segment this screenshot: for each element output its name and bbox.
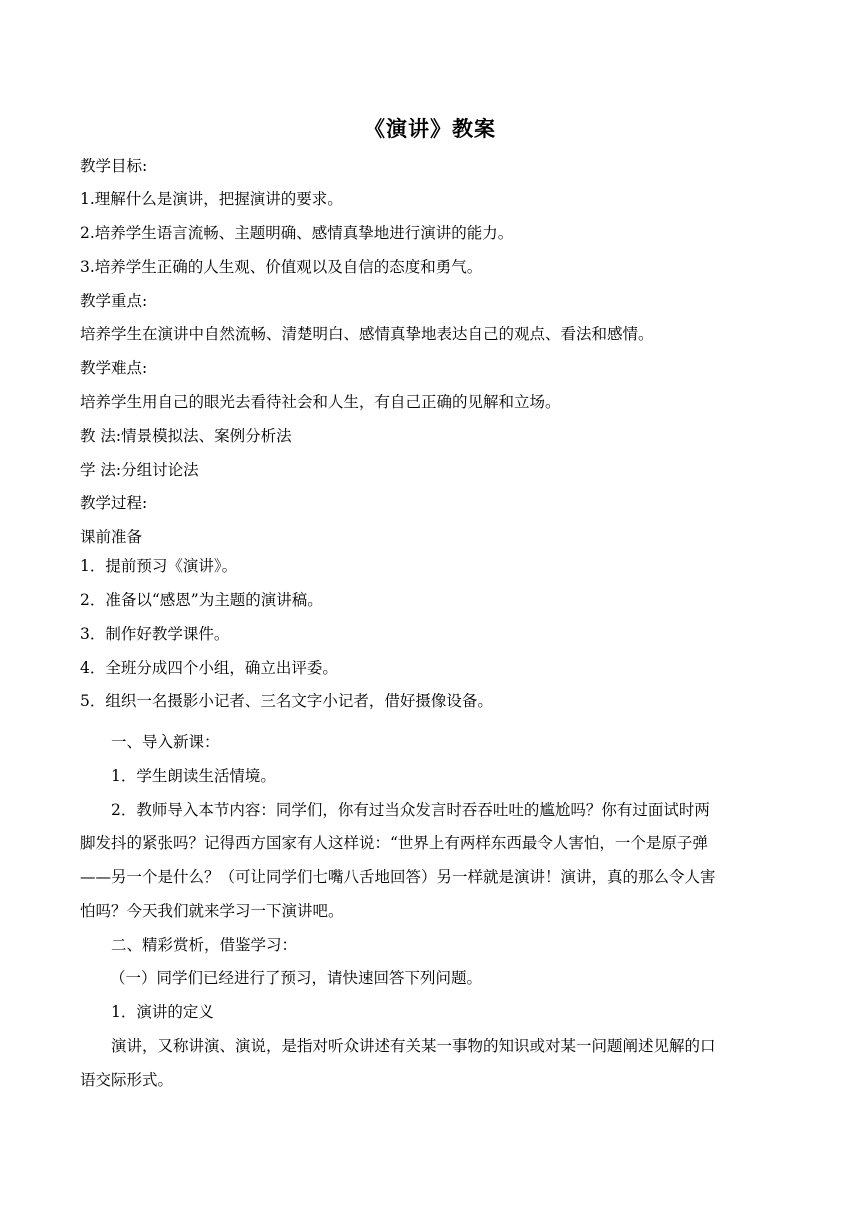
preparation-heading: 课前准备 bbox=[80, 528, 143, 546]
key-points-text: 培养学生在演讲中自然流畅、清楚明白、感情真挚地表达自己的观点、看法和感情。 bbox=[80, 325, 654, 343]
section-heading-key-points: 教学重点: bbox=[80, 292, 148, 310]
section-heading-difficulties: 教学难点: bbox=[80, 359, 148, 377]
document-title: 《演讲》教案 bbox=[364, 117, 496, 141]
preparation-item-4: 4．全班分成四个小组，确立出评委。 bbox=[80, 659, 338, 677]
part-two-subheading: （一）同学们已经进行了预习，请快速回答下列问题。 bbox=[110, 969, 483, 987]
section-heading-goals: 教学目标: bbox=[80, 157, 148, 175]
part-one-item-2-line-1: 2．教师导入本节内容：同学们，你有过当众发言时吞吞吐吐的尴尬吗？你有过面试时两 bbox=[111, 801, 710, 819]
section-heading-process: 教学过程: bbox=[80, 494, 148, 512]
teaching-method: 教 法:情景模拟法、案例分析法 bbox=[80, 427, 292, 445]
preparation-item-5: 5．组织一名摄影小记者、三名文字小记者，借好摄像设备。 bbox=[80, 692, 493, 710]
part-one-item-2-line-4: 怕吗？今天我们就来学习一下演讲吧。 bbox=[80, 902, 344, 920]
goal-item-2: 2.培养学生语言流畅、主题明确、感情真挚地进行演讲的能力。 bbox=[80, 224, 514, 242]
part-one-item-2-line-2: 脚发抖的紧张吗？记得西方国家有人这样说：“世界上有两样东西最令人害怕，一个是原子弹 bbox=[80, 834, 708, 852]
definition-heading: 1．演讲的定义 bbox=[111, 1003, 214, 1021]
part-one-item-2-line-3: ——另一个是什么？（可让同学们七嘴八舌地回答）另一样就是演讲！演讲，真的那么令人害 bbox=[80, 868, 716, 886]
goal-item-1: 1.理解什么是演讲，把握演讲的要求。 bbox=[80, 190, 343, 208]
difficulties-text: 培养学生用自己的眼光去看待社会和人生，有自己正确的见解和立场。 bbox=[80, 393, 561, 411]
learning-method: 学 法:分组讨论法 bbox=[80, 461, 199, 479]
part-one-item-1: 1．学生朗读生活情境。 bbox=[111, 767, 276, 785]
part-two-heading: 二、精彩赏析，借鉴学习： bbox=[111, 936, 298, 954]
goal-item-3: 3.培养学生正确的人生观、价值观以及自信的态度和勇气。 bbox=[80, 258, 483, 276]
definition-text-line-1: 演讲，又称讲演、演说，是指对听众讲述有关某一事物的知识或对某一问题阐述见解的口 bbox=[111, 1037, 716, 1055]
part-one-heading: 一、导入新课： bbox=[111, 733, 220, 751]
preparation-item-2: 2．准备以“感恩”为主题的演讲稿。 bbox=[80, 591, 323, 609]
preparation-item-1: 1．提前预习《演讲》。 bbox=[80, 557, 238, 575]
preparation-item-3: 3．制作好教学课件。 bbox=[80, 625, 230, 643]
definition-text-line-2: 语交际形式。 bbox=[80, 1071, 174, 1089]
